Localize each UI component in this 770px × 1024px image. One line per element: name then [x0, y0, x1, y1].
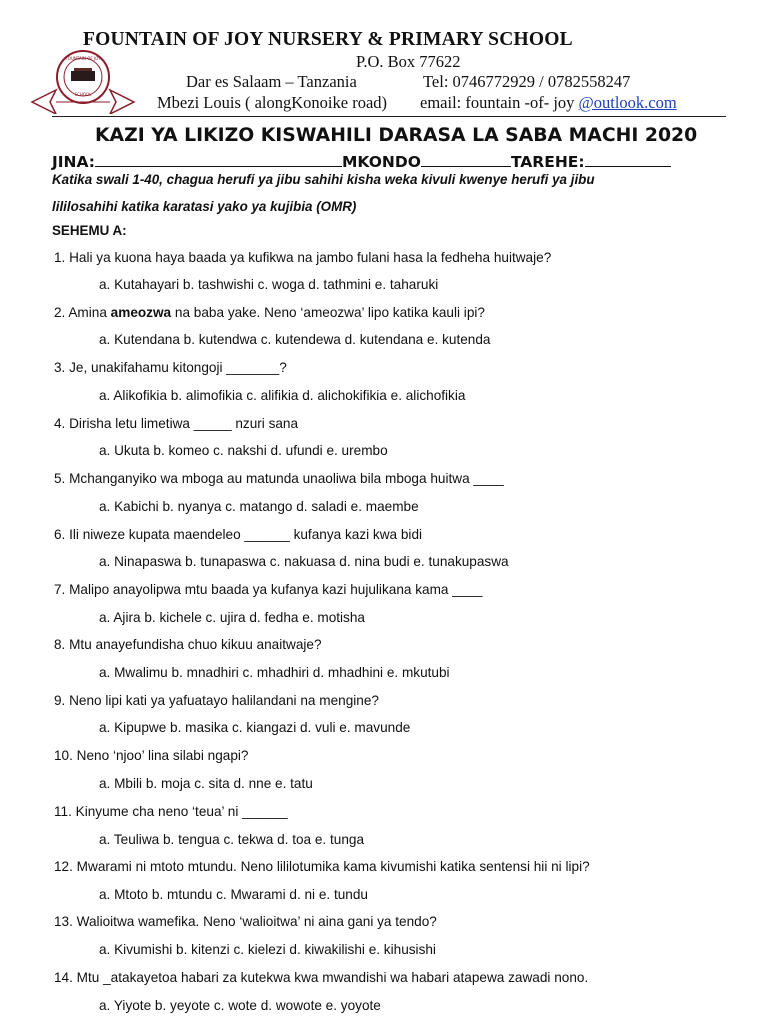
question-12: 12. Mwarami ni mtoto mtundu. Neno lililotumika kama kivumishi katika sentensi hii ni lipi? — [54, 859, 590, 874]
svg-text:FOUNTAIN OF JOY: FOUNTAIN OF JOY — [65, 56, 101, 61]
question-2-text-end: na baba yake. Neno ‘ameozwa’ lipo katika kauli ipi? — [171, 305, 485, 320]
answer-options-3: a. Alikofikia b. alimofikia c. alifikia d. alichokifikia e. alichofikia — [99, 388, 466, 403]
stream-field[interactable] — [421, 152, 511, 167]
question-8: 8. Mtu anayefundisha chuo kikuu anaitwaje? — [54, 637, 322, 652]
question-5: 5. Mchanganyiko wa mboga au matunda unaoliwa bila mboga huitwa ____ — [54, 471, 504, 486]
location: Mbezi Louis ( alongKonoike road) — [157, 93, 388, 112]
answer-options-1: a. Kutahayari b. tashwishi c. woga d. tathmini e. taharuki — [99, 277, 439, 292]
school-name: FOUNTAIN OF JOY NURSERY & PRIMARY SCHOOL — [83, 29, 573, 50]
question-1: 1. Hali ya kuona haya baada ya kufikwa na jambo fulani hasa la fedheha huitwaje? — [54, 250, 552, 265]
question-6: 6. Ili niweze kupata maendeleo ______ kufanya kazi kwa bidi — [54, 527, 423, 542]
school-header — [0, 0, 770, 120]
answer-options-10: a. Mbili b. moja c. sita d. nne e. tatu — [99, 776, 313, 791]
email-link[interactable]: @outlook.com — [578, 93, 677, 112]
instructions-line-1: Katika swali 1-40, chagua herufi ya jibu sahihi kisha weka kivuli kwenye herufi ya jibu — [52, 172, 595, 187]
name-label: JINA: — [52, 153, 95, 171]
question-7: 7. Malipo anayolipwa mtu baada ya kufanya kazi hujulikana kama ____ — [54, 582, 483, 597]
answer-options-6: a. Ninapaswa b. tunapaswa c. nakuasa d. nina budi e. tunakupaswa — [99, 554, 509, 569]
question-3: 3. Je, unakifahamu kitongoji _______? — [54, 360, 287, 375]
po-box: P.O. Box 77622 — [356, 52, 461, 71]
stream-label: MKONDO — [342, 153, 421, 171]
answer-options-5: a. Kabichi b. nyanya c. matango d. saladi e. maembe — [99, 499, 419, 514]
header-divider — [52, 116, 726, 117]
question-9: 9. Neno lipi kati ya yafuatayo halilandani na mengine? — [54, 693, 379, 708]
name-field[interactable] — [95, 152, 342, 167]
student-fields — [52, 152, 702, 171]
answer-options-2: a. Kutendana b. kutendwa c. kutendewa d. kutendana e. kutenda — [99, 332, 491, 347]
answer-options-8: a. Mwalimu b. mnadhiri c. mhadhiri d. mhadhini e. mkutubi — [99, 665, 450, 680]
page-title: KAZI YA LIKIZO KISWAHILI DARASA LA SABA MACHI 2020 — [95, 125, 698, 146]
date-label: TAREHE: — [510, 153, 585, 171]
answer-options-11: a. Teuliwa b. tengua c. tekwa d. toa e. tunga — [99, 832, 365, 847]
question-2-text: 2. Amina — [54, 305, 111, 320]
svg-text:SCHOOL: SCHOOL — [74, 92, 92, 97]
question-11: 11. Kinyume cha neno ‘teua’ ni ______ — [54, 804, 288, 819]
email — [420, 93, 677, 113]
answer-options-4: a. Ukuta b. komeo c. nakshi d. ufundi e. urembo — [99, 443, 388, 458]
answer-options-13: a. Kivumishi b. kitenzi c. kielezi d. kiwakilishi e. kihusishi — [99, 942, 436, 957]
question-14: 14. Mtu _atakayetoa habari za kutekwa kwa mwandishi wa habari atapewa zawadi nono. — [54, 970, 589, 985]
question-4: 4. Dirisha letu limetiwa _____ nzuri sana — [54, 416, 299, 431]
answer-options-12: a. Mtoto b. mtundu c. Mwarami d. ni e. tundu — [99, 887, 368, 902]
question-13: 13. Walioitwa wamefika. Neno ‘walioitwa’ ni aina gani ya tendo? — [54, 914, 437, 929]
answer-options-9: a. Kipupwe b. masika c. kiangazi d. vuli e. mavunde — [99, 720, 411, 735]
question-10: 10. Neno ‘njoo’ lina silabi ngapi? — [54, 748, 249, 763]
section-label: SEHEMU A: — [52, 223, 127, 238]
date-field[interactable] — [585, 152, 671, 167]
email-prefix: email: fountain -of- joy — [420, 93, 579, 112]
answer-options-7: a. Ajira b. kichele c. ujira d. fedha e. motisha — [99, 610, 365, 625]
telephone: Tel: 0746772929 / 0782558247 — [423, 72, 631, 91]
instructions-line-2: lililosahihi katika karatasi yako ya kujibia (OMR) — [52, 199, 357, 214]
answer-options-14: a. Yiyote b. yeyote c. wote d. wowote e. yoyote — [99, 998, 381, 1013]
question-2-keyword: ameozwa — [110, 305, 172, 320]
city: Dar es Salaam – Tanzania — [186, 72, 357, 91]
school-logo — [28, 44, 138, 114]
question-2 — [54, 305, 485, 320]
